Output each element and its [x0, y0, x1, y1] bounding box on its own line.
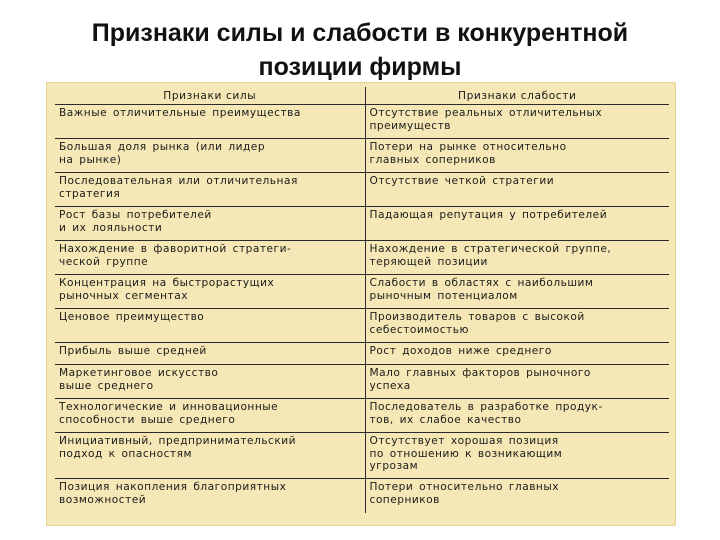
table-row	[55, 105, 669, 139]
strength-cell: Технологические и инновационные способности выше среднего	[55, 399, 365, 433]
table-row	[55, 139, 669, 173]
weakness-cell: Рост доходов ниже среднего	[365, 343, 669, 365]
table-row	[55, 365, 669, 399]
strengths-weaknesses-table	[55, 87, 669, 513]
table-header-row	[55, 87, 669, 105]
header-strengths: Признаки силы	[55, 87, 365, 105]
strength-cell: Большая доля рынка (или лидер на рынке)	[55, 139, 365, 173]
strength-cell: Инициативный, предпринимательский подход к опасностям	[55, 433, 365, 479]
table-row	[55, 241, 669, 275]
table-body	[55, 105, 669, 513]
strength-cell: Рост базы потребителей и их лояльности	[55, 207, 365, 241]
table-row	[55, 343, 669, 365]
weakness-cell: Нахождение в стратегической группе, теряющей позиции	[365, 241, 669, 275]
weakness-cell: Отсутствует хорошая позиция по отношению к возникающим угрозам	[365, 433, 669, 479]
weakness-cell: Производитель товаров с высокой себестоимостью	[365, 309, 669, 343]
table-row	[55, 399, 669, 433]
strength-cell: Последовательная или отличительная стратегия	[55, 173, 365, 207]
weakness-cell: Слабости в областях с наибольшим рыночным потенциалом	[365, 275, 669, 309]
weakness-cell: Потери относительно главных соперников	[369, 481, 559, 506]
title-line-1: Признаки силы и слабости в конкурентной	[91, 19, 629, 47]
table-row	[55, 309, 669, 343]
weakness-cell: Падающая репутация у потребителей	[365, 207, 669, 241]
weakness-cell: Мало главных факторов рыночного успеха	[365, 365, 669, 399]
table-row	[55, 207, 669, 241]
table-frame	[46, 82, 676, 526]
strength-cell: Концентрация на быстрорастущих рыночных сегментах	[55, 275, 365, 309]
table-row	[55, 275, 669, 309]
table-row	[55, 479, 669, 513]
table-row	[55, 433, 669, 479]
slide-title	[0, 16, 720, 84]
strength-cell: Позиция накопления благоприятных возможностей	[55, 479, 365, 513]
strength-cell: Нахождение в фаворитной стратеги- ческой группе	[55, 241, 365, 275]
weakness-cell: Отсутствие четкой стратегии	[365, 173, 669, 207]
strength-cell: Важные отличительные преимущества	[55, 105, 365, 139]
weakness-cell: Потери на рынке относительно главных соперников	[365, 139, 669, 173]
weakness-cell: Последователь в разработке продук- тов, их слабое качество	[365, 399, 669, 433]
strength-cell: Прибыль выше средней	[55, 343, 365, 365]
table-row	[55, 173, 669, 207]
strength-cell: Маркетинговое искусство выше среднего	[55, 365, 365, 399]
title-line-2: позиции фирмы	[258, 53, 462, 81]
strength-cell: Ценовое преимущество	[55, 309, 365, 343]
header-weaknesses: Признаки слабости	[365, 87, 669, 105]
weakness-cell: Отсутствие реальных отличительных преимуществ	[365, 105, 669, 139]
